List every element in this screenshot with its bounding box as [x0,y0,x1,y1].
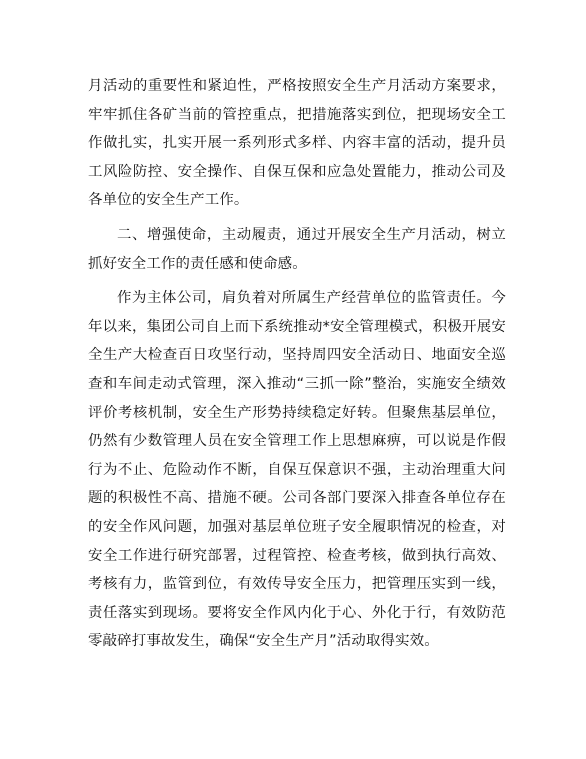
paragraph-intro: 月活动的重要性和紧迫性，严格按照安全生产月活动方案要求，牢牢抓住各矿当前的管控重点，把措施落实到位，把现场安全工作做扎实，扎实开展一系列形式多样、内容丰富的活动，提升员工风险防控、安全操作、自保互保和应急处置能力，推动公司及各单位的安全生产工作。 [88,78,506,209]
paragraph-main: 作为主体公司，肩负着对所属生产经营单位的监管责任。今年以来，集团公司自上而下系统推动*安全管理模式，积极开展安全生产大检查百日攻坚行动，坚持周四安全活动日、地面安全巡查和车间走动式管理，深入推动“三抓一除”整治，实施安全绩效评价考核机制，安全生产形势持续稳定好转。但聚焦基层单位，仍然有少数管理人员在安全管理工作上思想麻痹，可以说是作假行为不止、危险动作不断，自保互保意识不强，主动治理重大问题的积极性不高、措施不硬。公司各部门要深入排查各单位存在的安全作风问题，加强对基层单位班子安全履职情况的检查，对安全工作进行研究部署，过程管控、检查考核，做到执行高效、考核有力，监管到位，有效传导安全压力，把管理压实到一线，责任落实到现场。要将安全作风内化于心、外化于行，有效防范零敲碎打事故发生，确保“安全生产月”活动取得实效。 [88,290,506,650]
paragraph-section-heading: 二、增强使命，主动履责，通过开展安全生产月活动，树立抓好安全工作的责任感和使命感。 [88,226,506,272]
document-body [88,72,506,662]
